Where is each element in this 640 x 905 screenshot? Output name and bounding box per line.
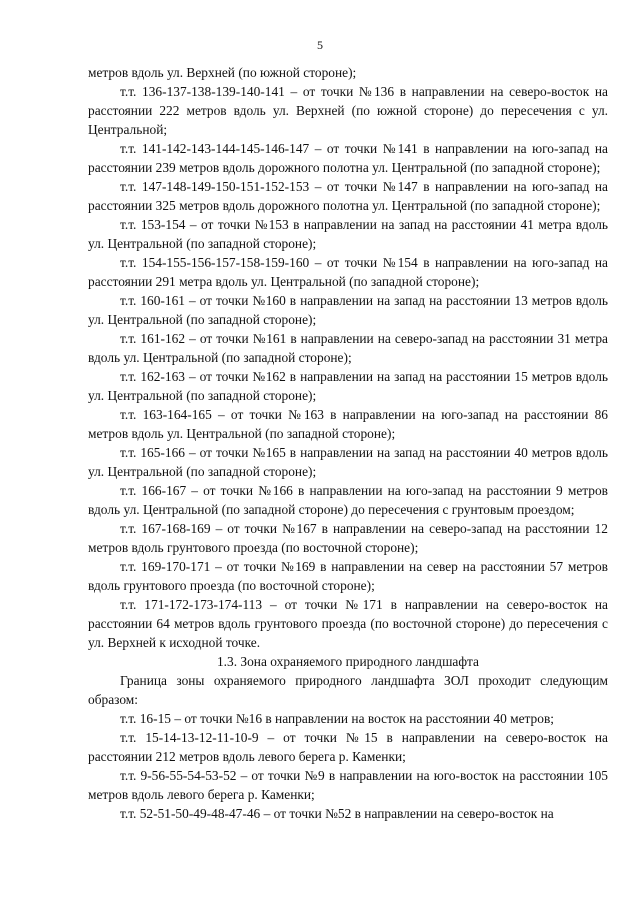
- document-paragraph: т.т. 167-168-169 – от точки №167 в направлении на северо-запад на расстоянии 12 метров вдоль грунтового проезда (по восточной стороне);: [88, 521, 608, 555]
- paragraph-block-landscape-zone: [88, 671, 608, 823]
- document-paragraph: т.т. 169-170-171 – от точки №169 в направлении на север на расстоянии 57 метров вдоль грунтового проезда (по восточной стороне);: [88, 559, 608, 593]
- document-paragraph: т.т. 154-155-156-157-158-159-160 – от точки №154 в направлении на юго-запад на расстоянии 291 метра вдоль ул. Центральной (по западной стороне);: [88, 255, 608, 289]
- document-paragraph: т.т. 52-51-50-49-48-47-46 – от точки №52 в направлении на северо-восток на: [120, 806, 554, 821]
- document-paragraph: т.т. 162-163 – от точки №162 в направлении на запад на расстоянии 15 метров вдоль ул. Центральной (по западной стороне);: [88, 369, 608, 403]
- paragraph-block-boundary-points: [88, 63, 608, 652]
- document-paragraph: т.т. 165-166 – от точки №165 в направлении на запад на расстоянии 40 метров вдоль ул. Центральной (по западной стороне);: [88, 445, 608, 479]
- document-paragraph: т.т. 163-164-165 – от точки №163 в направлении на юго-запад на расстоянии 86 метров вдоль ул. Центральной (по западной стороне);: [88, 407, 608, 441]
- document-paragraph: т.т. 136-137-138-139-140-141 – от точки №136 в направлении на северо-восток на расстоянии 222 метров вдоль ул. Верхней (по южной стороне) до пересечения с ул. Центральной;: [88, 84, 608, 137]
- document-paragraph: т.т. 161-162 – от точки №161 в направлении на северо-запад на расстоянии 31 метра вдоль ул. Центральной (по западной стороне);: [88, 331, 608, 365]
- document-paragraph: т.т. 166-167 – от точки №166 в направлении на юго-запад на расстоянии 9 метров вдоль ул. Центральной (по западной стороне) до пересечения с грунтовым проездом;: [88, 483, 608, 517]
- document-body: [88, 63, 608, 823]
- document-paragraph: т.т. 147-148-149-150-151-152-153 – от точки №147 в направлении на юго-запад на расстоянии 325 метров вдоль дорожного полотна ул. Центральной (по западной стороне);: [88, 179, 608, 213]
- page-number: 5: [317, 38, 323, 52]
- document-paragraph: т.т. 153-154 – от точки №153 в направлении на запад на расстоянии 41 метра вдоль ул. Центральной (по западной стороне);: [88, 217, 608, 251]
- document-paragraph: т.т. 9-56-55-54-53-52 – от точки №9 в направлении на юго-восток на расстоянии 105 метров вдоль левого берега р. Каменки;: [88, 768, 608, 802]
- document-paragraph: Граница зоны охраняемого природного ландшафта ЗОЛ проходит следующим образом:: [88, 673, 608, 707]
- document-paragraph: т.т. 141-142-143-144-145-146-147 – от точки №141 в направлении на юго-запад на расстоянии 239 метров вдоль дорожного полотна ул. Центральной (по западной стороне);: [88, 141, 608, 175]
- document-paragraph: т.т. 15-14-13-12-11-10-9 – от точки №15 в направлении на северо-восток на расстоянии 212 метров вдоль левого берега р. Каменки;: [88, 730, 608, 764]
- document-paragraph: метров вдоль ул. Верхней (по южной стороне);: [88, 65, 357, 80]
- document-paragraph: т.т. 171-172-173-174-113 – от точки №171 в направлении на северо-восток на расстоянии 64 метров вдоль грунтового проезда (по восточной стороне) до пересечения с ул. Верхней к исходной точке.: [88, 597, 608, 650]
- document-paragraph: т.т. 160-161 – от точки №160 в направлении на запад на расстоянии 13 метров вдоль ул. Центральной (по западной стороне);: [88, 293, 608, 327]
- section-title: 1.3. Зона охраняемого природного ландшафта: [216, 654, 480, 669]
- document-paragraph: т.т. 16-15 – от точки №16 в направлении на восток на расстоянии 40 метров;: [120, 711, 554, 726]
